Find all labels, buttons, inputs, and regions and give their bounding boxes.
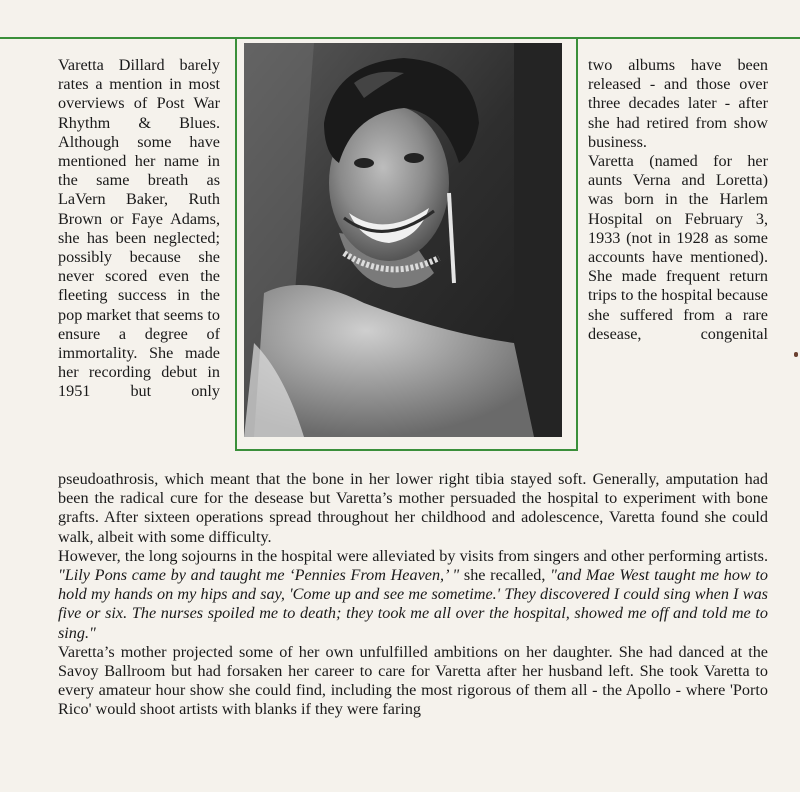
quote-mae-west: "and Mae West taught me how to hold my hands on my hips and say, 'Come up and see me sometime.' They discovered I could sing when I was five or six. The nurses spoiled me to death; they took me all over the hospital, showed me off and told me to sing." — [58, 566, 769, 642]
portrait-photo-icon — [244, 43, 562, 437]
left-text-column — [58, 56, 220, 402]
right-column-paragraph-2: Varetta (named for her aunts Verna and Loretta) was born in the Harlem Hospital on February 3, 1933 (not in 1928 as some accounts have mentioned). She made frequent return trips to the hospital because she suffered from a rare desease, congenital — [588, 152, 768, 343]
full-width-text — [58, 470, 768, 720]
edge-mark — [794, 352, 798, 357]
photo-frame — [235, 37, 578, 451]
paragraph-pseudoathrosis: pseudoathrosis, which meant that the bone in her lower right tibia stayed soft. Generally, amputation had been the radical cure for the desease but Varetta’s mother persuaded the hospital to experiment with bone grafts. After sixteen operations spread throughout her childhood and adolescence, Varetta found she could walk, albeit with some difficulty. — [58, 470, 768, 546]
quote-lily-pons: "Lily Pons came by and taught me ‘Pennies From Heaven,’ " — [58, 566, 460, 585]
right-column-paragraph-1: two albums have been released - and those over three decades later - after she had retired from show business. — [588, 56, 768, 151]
paragraph-recalled: she recalled, — [459, 566, 551, 585]
paragraph-mother: Varetta’s mother projected some of her own unfulfilled ambitions on her daughter. She had danced at the Savoy Ballroom but had forsaken her career to care for Varetta after her husband left. She took Varetta to every amateur hour show she could find, including the most rigorous of them all - the Apollo - where 'Porto Rico' would shoot artists with blanks if they were faring — [58, 642, 768, 719]
paragraph-hospital-visits — [58, 547, 768, 643]
paragraph-intro: However, the long sojourns in the hospital were alleviated by visits from singers and other performing artists. — [58, 546, 768, 565]
left-column-paragraph: Varetta Dillard barely rates a mention in most overviews of Post War Rhythm & Blues. Although some have mentioned her name in the same breath as LaVern Baker, Ruth Brown or Faye Adams, she has been neglected; possibly because she never scored even the fleeting success in the pop market that seems to ensure a degree of immortality. She made her recording debut in 1951 but only — [58, 56, 220, 401]
green-rule-right — [578, 37, 800, 39]
green-rule-left — [0, 37, 236, 39]
right-text-column — [588, 56, 768, 344]
